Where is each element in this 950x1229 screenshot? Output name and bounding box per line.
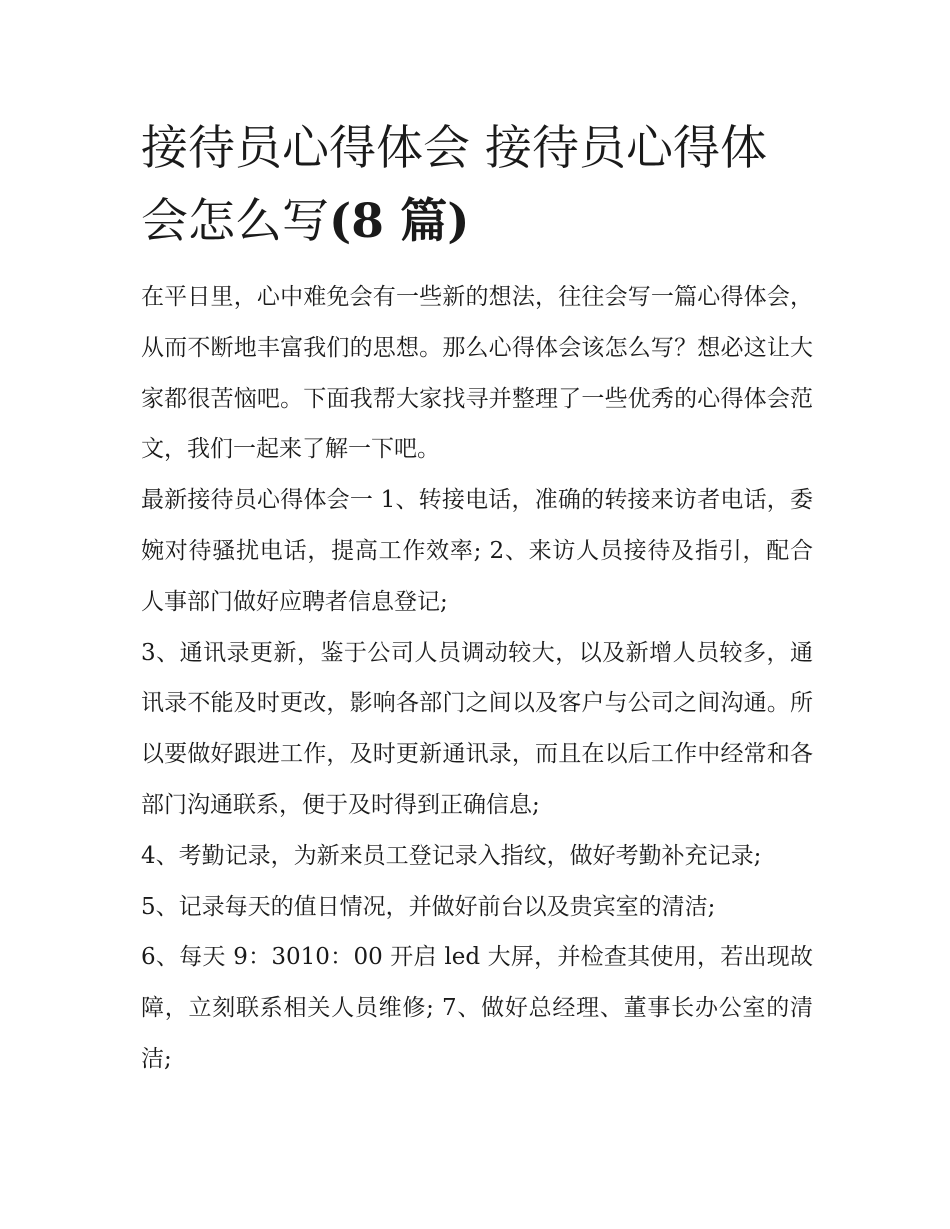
intro-paragraph: 在平日里，心中难免会有一些新的想法，往往会写一篇心得体会，从而不断地丰富我们的思想。那么心得体会该怎么写？想必这让大家都很苦恼吧。下面我帮大家找寻并整理了一些优秀的心得体会范文，我们一起来了解一下吧。 (141, 284, 813, 463)
title-count-text: (8 篇) (329, 194, 470, 249)
document-title (141, 112, 813, 258)
paragraph-item-5: 5、记录每天的值日情况，并做好前台以及贵宾室的清洁; (141, 893, 716, 920)
paragraph-item-6-7: 6、每天 9：3010：00 开启 led 大屏，并检查其使用，若出现故障，立刻联系相关人员维修; 7、做好总经理、董事长办公室的清洁; (141, 944, 813, 1072)
paragraph-item-1-2: 最新接待员心得体会一 1、转接电话，准确的转接来访者电话，委婉对待骚扰电话，提高工作效率; 2、来访人员接待及指引，配合人事部门做好应聘者信息登记; (141, 487, 813, 615)
title-main-text: 接待员心得体会 接待员心得体会怎么写 (141, 121, 767, 249)
paragraph-item-3: 3、通讯录更新，鉴于公司人员调动较大，以及新增人员较多，通讯录不能及时更改，影响各部门之间以及客户与公司之间沟通。所以要做好跟进工作，及时更新通讯录，而且在以后工作中经常和各部门沟通联系，便于及时得到正确信息; (141, 639, 813, 818)
document-page (141, 112, 813, 1085)
paragraph-item-4: 4、考勤记录，为新来员工登记录入指纹，做好考勤补充记录; (141, 842, 762, 869)
